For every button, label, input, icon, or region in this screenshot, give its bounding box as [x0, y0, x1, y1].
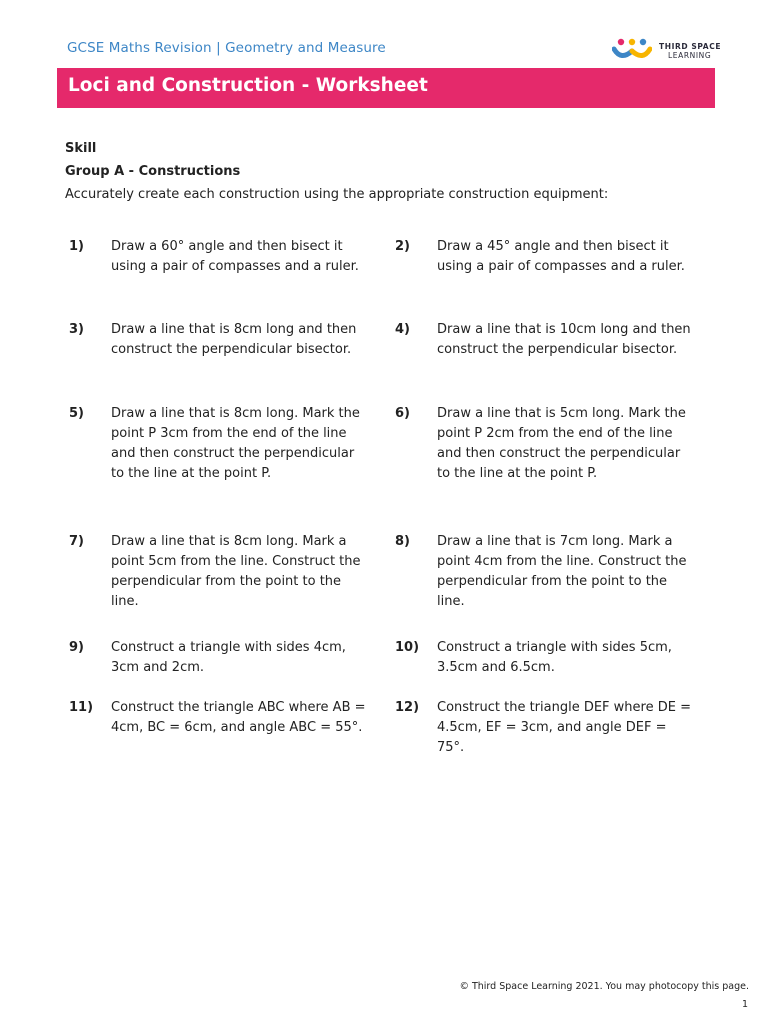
page-title: Loci and Construction - Worksheet [68, 75, 428, 96]
question-text: Draw a line that is 5cm long. Mark the point P 2cm from the end of the line and then construct the perpendicular to the line at the point P. [437, 406, 686, 481]
question-number: 10) [395, 640, 420, 655]
question-text: Draw a line that is 10cm long and then construct the perpendicular bisector. [437, 322, 691, 357]
question-text: Draw a line that is 8cm long. Mark the point P 3cm from the end of the line and then construct the perpendicular to the line at the point P. [111, 406, 360, 481]
question-text: Draw a 45° angle and then bisect it using a pair of compasses and a ruler. [437, 239, 685, 274]
question-text: Construct the triangle DEF where DE = 4.5cm, EF = 3cm, and angle DEF = 75°. [437, 700, 691, 755]
question-text: Draw a line that is 8cm long and then construct the perpendicular bisector. [111, 322, 357, 357]
question-number: 11) [69, 700, 94, 715]
footer-copyright: © Third Space Learning 2021. You may photocopy this page. [459, 981, 749, 992]
question-number: 6) [395, 406, 410, 421]
logo-text-line2: LEARNING [668, 51, 712, 60]
question-number: 2) [395, 239, 410, 254]
instruction-text: Accurately create each construction using the appropriate construction equipment: [65, 187, 609, 202]
question-text: Construct a triangle with sides 4cm, 3cm and 2cm. [111, 640, 346, 675]
logo-text-line1: THIRD SPACE [659, 42, 722, 51]
question-text: Construct the triangle ABC where AB = 4cm, BC = 6cm, and angle ABC = 55°. [111, 700, 366, 735]
question-number: 7) [69, 534, 84, 549]
group-label: Group A - Constructions [65, 164, 241, 179]
skill-label: Skill [65, 141, 97, 156]
question-number: 9) [69, 640, 84, 655]
title-banner [57, 68, 715, 108]
question-number: 1) [69, 239, 84, 254]
question-text: Draw a 60° angle and then bisect it using a pair of compasses and a ruler. [111, 239, 359, 274]
page-number: 1 [741, 999, 748, 1010]
question-number: 12) [395, 700, 420, 715]
question-text: Draw a line that is 7cm long. Mark a point 4cm from the line. Construct the perpendicular from the point to the line. [437, 534, 687, 609]
question-number: 8) [395, 534, 410, 549]
question-text: Construct a triangle with sides 5cm, 3.5cm and 6.5cm. [437, 640, 672, 675]
question-number: 4) [395, 322, 410, 337]
question-number: 5) [69, 406, 84, 421]
logo-mark-icon [612, 37, 652, 63]
third-space-learning-logo [612, 37, 732, 63]
header-subtitle: GCSE Maths Revision | Geometry and Measure [67, 40, 386, 56]
question-number: 3) [69, 322, 84, 337]
question-text: Draw a line that is 8cm long. Mark a point 5cm from the line. Construct the perpendicular from the point to the line. [111, 534, 361, 609]
